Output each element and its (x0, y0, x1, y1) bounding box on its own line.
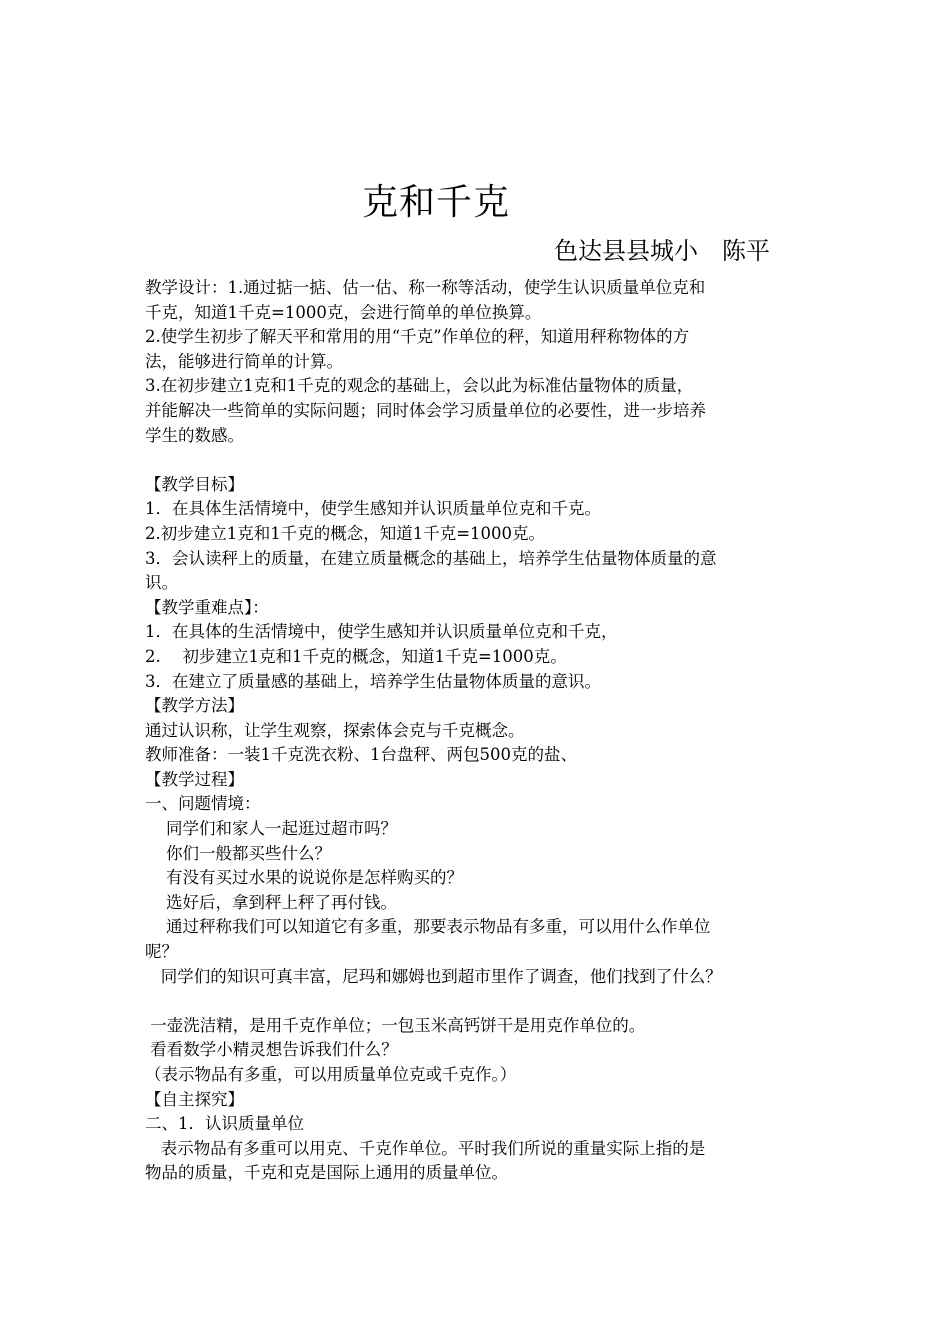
text-line: 3.在初步建立1克和1千克的观念的基础上，会以此为标准估量物体的质量， (145, 376, 694, 396)
text-line: 教师准备：一装1千克洗衣粉、1台盘秤、两包500克的盐、 (145, 745, 577, 765)
text-line (145, 989, 813, 1014)
text-line: 【教学目标】 (145, 474, 244, 494)
text-line: 教学设计：1.通过掂一掂、估一估、称一称等活动，使学生认识质量单位克和 (145, 278, 706, 297)
text-line: 法，能够进行简单的计算。 (145, 351, 343, 371)
document-author: 色达县县城小 陈平 (554, 237, 770, 265)
text-line: 同学们和家人一起逛过超市吗？ (145, 819, 397, 839)
text-line: 你们一般都买些什么？ (145, 843, 331, 863)
text-line: 3．会认读秤上的质量，在建立质量概念的基础上，培养学生估量物体质量的意 (145, 548, 717, 568)
text-line: 识。 (145, 573, 178, 593)
text-line: 1．在具体的生活情境中，使学生感知并认识质量单位克和千克， (145, 622, 618, 642)
text-line: 同学们的知识可真丰富，尼玛和娜姆也到超市里作了调查，他们找到了什么？ (145, 966, 722, 986)
text-line: 2.使学生初步了解天平和常用的用“千克”作单位的秤，知道用秤称物体的方 (145, 327, 690, 347)
text-line: 通过秤称我们可以知道它有多重，那要表示物品有多重，可以用什么作单位 (145, 917, 711, 937)
text-line: 3．在建立了质量感的基础上，培养学生估量物体质量的意识。 (145, 671, 601, 691)
text-line: 一、问题情境： (145, 794, 261, 814)
text-line: （表示物品有多重，可以用质量单位克或千克作。） (145, 1065, 517, 1084)
text-line: 物品的质量，千克和克是国际上通用的质量单位。 (145, 1163, 508, 1183)
text-line: 2. 初步建立1克和1千克的概念，知道1千克=1000克。 (145, 646, 567, 666)
text-line: 【教学过程】 (145, 769, 244, 789)
text-line: 2.初步建立1克和1千克的概念，知道1千克=1000克。 (145, 523, 546, 543)
text-line: 并能解决一些简单的实际问题；同时体会学习质量单位的必要性，进一步培养 (145, 400, 706, 420)
text-line: 有没有买过水果的说说你是怎样购买的？ (145, 868, 463, 888)
document-title: 克和千克 (362, 182, 511, 223)
document-body (145, 276, 813, 1186)
text-line (145, 448, 813, 473)
text-line: 表示物品有多重可以用克、千克作单位。平时我们所说的重量实际上指的是 (145, 1138, 706, 1158)
text-line: 通过认识称，让学生观察，探索体会克与千克概念。 (145, 720, 525, 740)
text-line: 选好后，拿到秤上秤了再付钱。 (145, 892, 397, 912)
text-line: 千克，知道1千克=1000克，会进行简单的单位换算。 (145, 302, 542, 322)
text-line: 学生的数感。 (145, 425, 244, 445)
text-line: 1．在具体生活情境中，使学生感知并认识质量单位克和千克。 (145, 499, 601, 519)
text-line: 【自主探究】 (145, 1089, 244, 1109)
text-line: 【教学方法】 (145, 696, 244, 716)
text-line: 看看数学小精灵想告诉我们什么？ (145, 1040, 398, 1060)
text-line: 呢？ (145, 942, 178, 962)
text-line: 二、1．认识质量单位 (145, 1114, 304, 1134)
text-line: 【教学重难点】： (145, 597, 269, 617)
text-line: 一壶洗洁精，是用千克作单位；一包玉米高钙饼干是用克作单位的。 (145, 1015, 646, 1035)
